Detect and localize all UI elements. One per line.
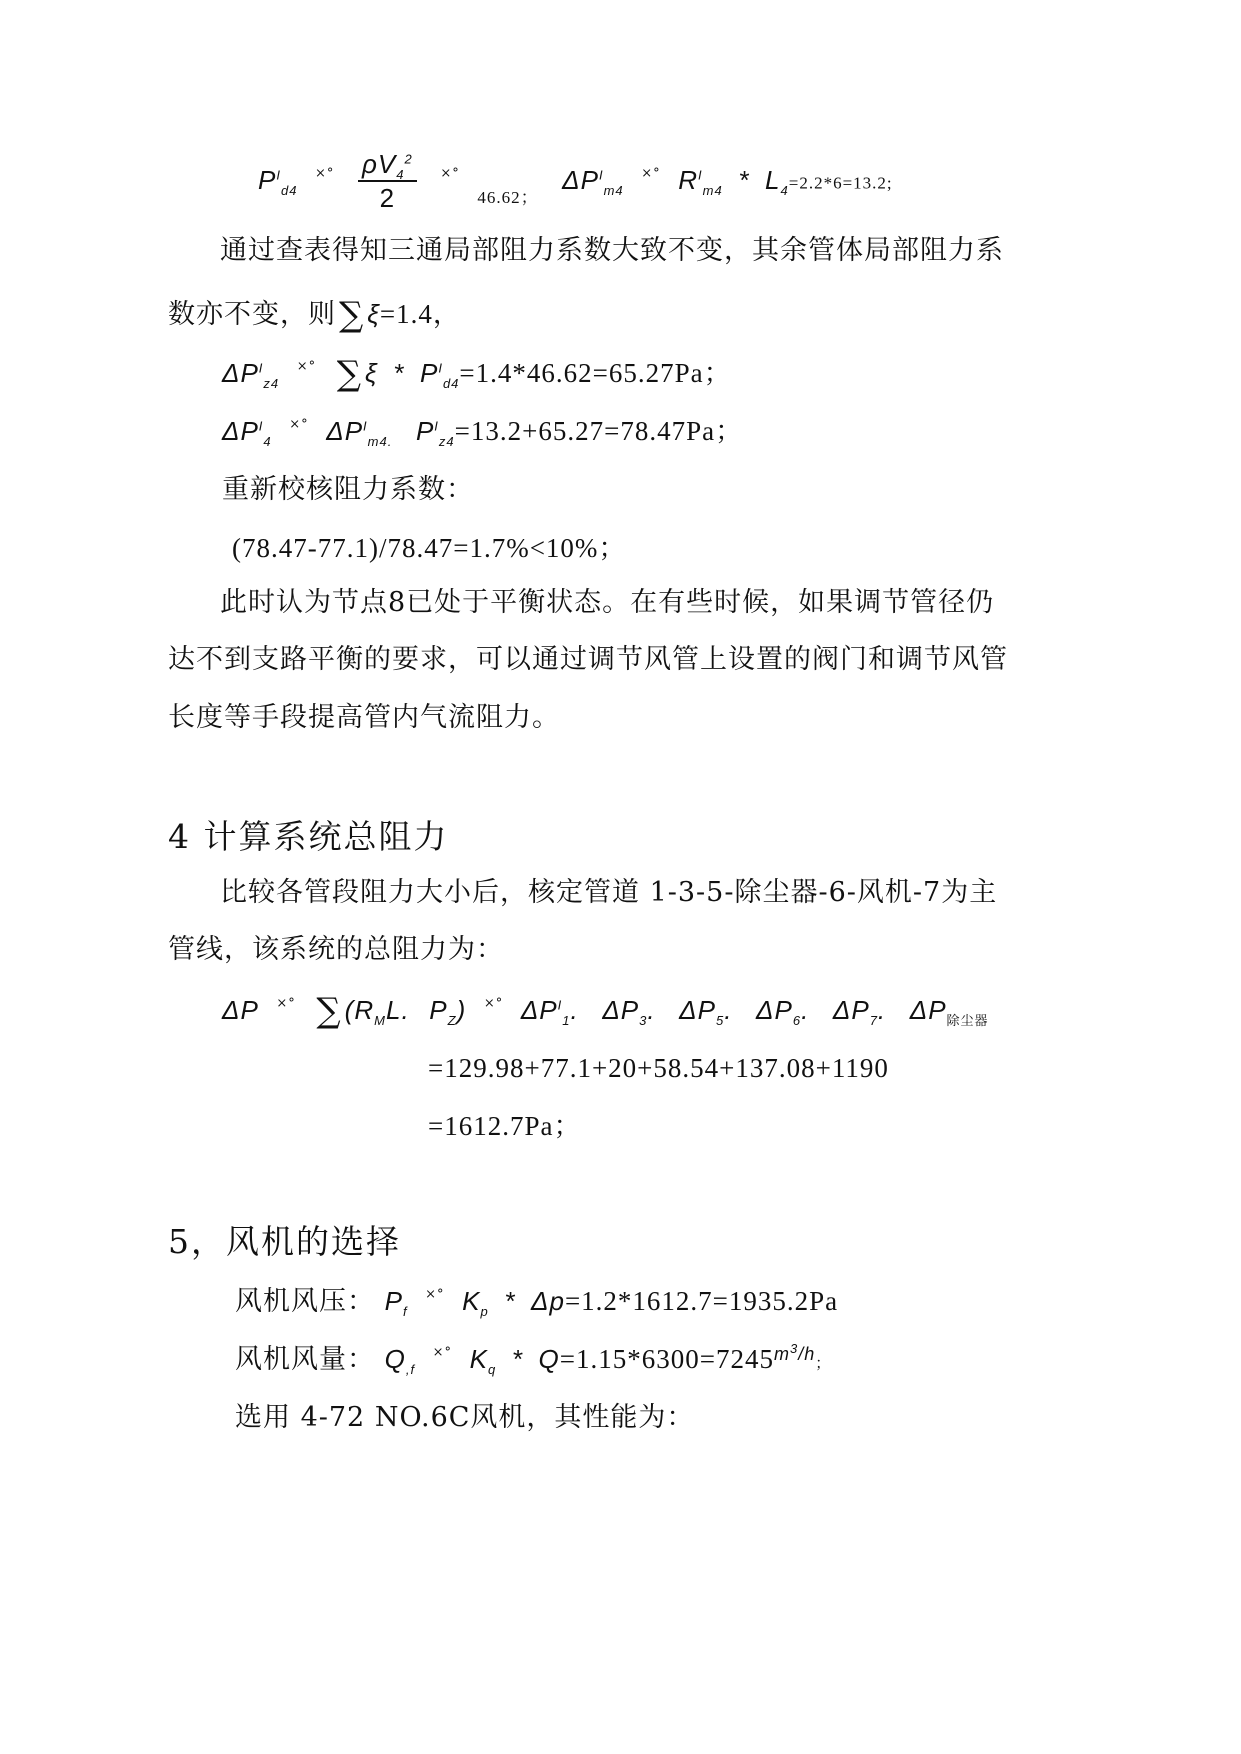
paragraph-line: 比较各管段阻力大小后，核定管道 1-3-5-除尘器-6-风机-7为主: [220, 877, 998, 908]
paragraph-line: 达不到支路平衡的要求，可以通过调节风管上设置的阀门和调节风管: [168, 644, 1008, 675]
fan-flow-line: 风机风量： $Q_{,f}$ ×° $K_q * Q=1.15*6300=7245^{m^3/h}$；: [235, 1341, 832, 1378]
paragraph-line: 管线，该系统的总阻力为：: [168, 934, 504, 965]
section-heading-4: 4 计算系统总阻力: [168, 817, 449, 856]
fan-selection-line: 选用 4-72 NO.6C风机，其性能为：: [235, 1402, 695, 1433]
paragraph-line: 通过查表得知三通局部阻力系数大致不变，其余管体局部阻力系: [220, 235, 1004, 266]
equation-dynamic-pressure: $P^I_{d4}$ ×° $\frac{\rho V_4^2}{2}$ ×° $_{46.62;}$ $\Delta P^I_{m4}$ ×° $R^I_{m4} * L_4=2.2*6=13.2$;: [258, 149, 893, 213]
paragraph-line: 数亦不变，则∑ ξ=1.4，: [168, 295, 461, 335]
paragraph-line: 此时认为节点8已处于平衡状态。在有些时候，如果调节管径仍: [220, 587, 995, 618]
equation-system-resistance: ΔP ×° ∑ ($R_ML$. $P_Z$) ×° $\Delta P^I_1$. $\Delta P_3$. $\Delta P_5$. $\Delta P_6$. $\Delta P_7$. $\Delta P_{除尘器}$: [222, 991, 989, 1031]
equation-sum: =129.98+77.1+20+58.54+137.08+1190: [428, 1053, 889, 1083]
section-heading-5: 5，风机的选择: [168, 1222, 401, 1261]
equation-total-branch: $\Delta P^I_4$ ×° $\Delta P^I_{m4.}$ $P^I_{z4}=13.2+65.27=78.47Pa$；: [222, 416, 744, 450]
fraction: $\frac{\rho V_4^2}{2}$: [358, 148, 417, 214]
recheck-equation: (78.47-77.1)/78.47=1.7%<10%；: [232, 533, 627, 563]
recheck-label: 重新校核阻力系数：: [222, 474, 474, 505]
equation-local-resistance: $\Delta P^I_{z4}$ ×° ∑ $\xi * P^I_{d4}=1.4*46.62=65.27Pa$；: [222, 354, 732, 394]
paragraph-line: 长度等手段提高管内气流阻力。: [168, 702, 560, 733]
fan-pressure-line: 风机风压： $P_f$ ×° $K_p * \Delta p=1.2*1612.7=1935.2Pa$: [235, 1286, 839, 1320]
equation-total: =1612.7Pa；: [428, 1111, 582, 1141]
